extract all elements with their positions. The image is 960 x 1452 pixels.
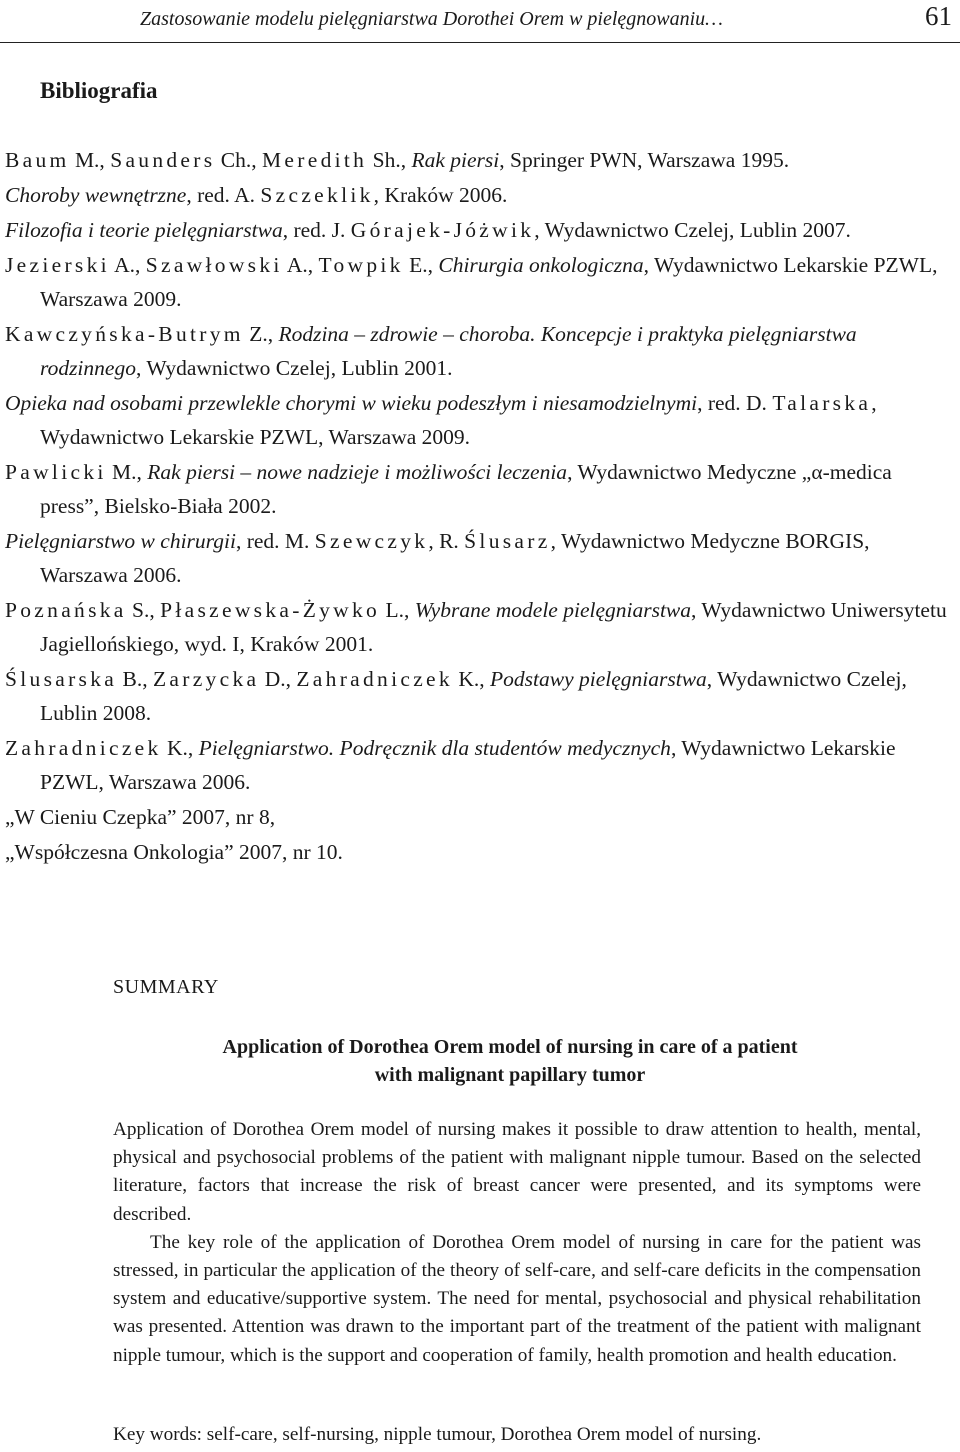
citation-text: Sh., — [367, 148, 412, 172]
work-title: Chirurgia onkologiczna — [438, 253, 644, 277]
author-name: Zahradniczek — [5, 736, 162, 760]
citation-text: , red. J. — [282, 218, 351, 242]
abstract-paragraph-2: The key role of the application of Dorothea Orem model of nursing in care for the patient was stressed, in particular the application of the theory of self-care, and self-care deficits in the compensation system and educative/supportive system. The need for mental, psychosocial and physical rehabilitation was presented. Attention was drawn to the important part of the treatment of the patient with malignant nipple tumour, which is the support and cooperation of family, health promotion and health education. — [113, 1231, 921, 1366]
bibliography-entry — [5, 662, 955, 730]
citation-text: , Kraków 2006. — [373, 183, 508, 207]
page-number: 61 — [925, 1, 952, 31]
citation-text: K., — [161, 736, 199, 760]
running-title: Zastosowanie modelu pielęgniarstwa Dorothei Orem w pielęgnowaniu… — [140, 8, 723, 30]
bibliography-entry — [5, 143, 955, 177]
bibliography-entry — [5, 593, 955, 661]
citation-text: „W Cieniu Czepka” 2007, nr 8, — [5, 805, 276, 829]
citation-text: „Współczesna Onkologia” 2007, nr 10. — [5, 840, 343, 864]
citation-text: , Wydawnictwo Czelej, Lublin 2008. — [40, 667, 907, 725]
bibliography-entry — [5, 731, 955, 799]
author-name: Szczeklik — [260, 183, 374, 207]
work-title: Pielęgniarstwo. Podręcznik dla studentów medycznych — [198, 736, 671, 760]
author-name: Płaszewska-Żywko — [160, 598, 381, 622]
citation-text: S., — [126, 598, 161, 622]
citation-text: L., — [380, 598, 415, 622]
citation-text: B., — [117, 667, 153, 691]
citation-text: , Wydawnictwo Medyczne „α-medica press”, Bielsko-Biała 2002. — [40, 460, 892, 518]
citation-text: Z., — [243, 322, 279, 346]
author-name: Pawlicki — [5, 460, 107, 484]
citation-text: D., — [259, 667, 297, 691]
bibliography-heading: Bibliografia — [40, 78, 158, 103]
work-title: Pielęgniarstwo w chirurgii — [5, 529, 236, 553]
author-name: Ślusarz — [464, 529, 551, 553]
author-name: Baum — [5, 148, 70, 172]
author-name: Szawłowski — [145, 253, 283, 277]
page-header — [0, 0, 960, 43]
author-name: Jezierski — [5, 253, 110, 277]
author-name: Saunders — [110, 148, 216, 172]
author-name: Talarska — [772, 391, 872, 415]
work-title: Rodzina – zdrowie – choroba. Koncepcje i praktyka pielęgniarstwa rodzinnego — [40, 322, 857, 380]
bibliography-entry — [5, 524, 955, 592]
citation-text: , R. — [428, 529, 465, 553]
citation-text: , Wydawnictwo Uniwersytetu Jagiellońskiego, wyd. I, Kraków 2001. — [40, 598, 947, 656]
citation-text: E., — [403, 253, 439, 277]
author-name: Górajek-Jóżwik — [350, 218, 535, 242]
bibliography-list — [5, 143, 955, 870]
citation-text: , Wydawnictwo Lekarskie PZWL, Warszawa 2009. — [40, 391, 877, 449]
author-name: Kawczyńska-Butrym — [5, 322, 244, 346]
citation-text: , red. D. — [697, 391, 773, 415]
summary-abstract — [113, 1116, 921, 1370]
work-title: Podstawy pielęgniarstwa — [490, 667, 707, 691]
citation-text: , red. A. — [186, 183, 261, 207]
work-title: Rak piersi – nowe nadzieje i możliwości leczenia — [147, 460, 568, 484]
author-name: Zahradniczek — [296, 667, 453, 691]
keywords: Key words: self-care, self-nursing, nipple tumour, Dorothea Orem model of nursing. — [113, 1424, 762, 1445]
citation-text: , Wydawnictwo Czelej, Lublin 2001. — [135, 356, 453, 380]
work-title: Choroby wewnętrzne — [5, 183, 187, 207]
citation-text: , Wydawnictwo Lekarskie PZWL, Warszawa 2006. — [40, 736, 896, 794]
bibliography-entry — [5, 835, 955, 869]
citation-text: , Wydawnictwo Czelej, Lublin 2007. — [534, 218, 851, 242]
bibliography-entry — [5, 455, 955, 523]
bibliography-entry — [5, 386, 955, 454]
author-name: Poznańska — [5, 598, 127, 622]
citation-text: A., — [109, 253, 146, 277]
author-name: Ślusarska — [5, 667, 118, 691]
work-title: Filozofia i teorie pielęgniarstwa — [5, 218, 283, 242]
summary-title-line-2: with malignant papillary tumor — [374, 1064, 646, 1086]
bibliography-entry — [5, 317, 955, 385]
author-name: Towpik — [318, 253, 404, 277]
author-name: Szewczyk — [314, 529, 429, 553]
summary-title — [100, 1033, 920, 1089]
bibliography-entry — [5, 800, 955, 834]
citation-text: K., — [452, 667, 490, 691]
citation-text: , Springer PWN, Warszawa 1995. — [499, 148, 790, 172]
work-title: Rak piersi — [411, 148, 500, 172]
bibliography-entry — [5, 178, 955, 212]
citation-text: A., — [282, 253, 319, 277]
citation-text: , red. M. — [235, 529, 315, 553]
author-name: Zarzycka — [152, 667, 260, 691]
summary-title-line-1: Application of Dorothea Orem model of nursing in care of a patient — [222, 1036, 798, 1058]
citation-text: , Wydawnictwo Lekarskie PZWL, Warszawa 2009. — [40, 253, 938, 311]
citation-text: Ch., — [215, 148, 263, 172]
author-name: Meredith — [262, 148, 368, 172]
work-title: Opieka nad osobami przewlekle chorymi w wieku podeszłym i niesamodzielnymi — [5, 391, 698, 415]
bibliography-entry — [5, 213, 955, 247]
citation-text: , Wydawnictwo Medyczne BORGIS, Warszawa 2006. — [40, 529, 870, 587]
citation-text: M., — [69, 148, 111, 172]
summary-heading: SUMMARY — [113, 976, 219, 998]
work-title: Wybrane modele pielęgniarstwa — [414, 598, 692, 622]
abstract-paragraph-1: Application of Dorothea Orem model of nursing makes it possible to draw attention to health, mental, physical and psychosocial problems of the patient with malignant nipple tumour. Based on the selected literature, factors that increase the risk of breast cancer were presented, and its symptoms were described. — [113, 1119, 921, 1225]
citation-text: M., — [106, 460, 148, 484]
bibliography-entry — [5, 248, 955, 316]
